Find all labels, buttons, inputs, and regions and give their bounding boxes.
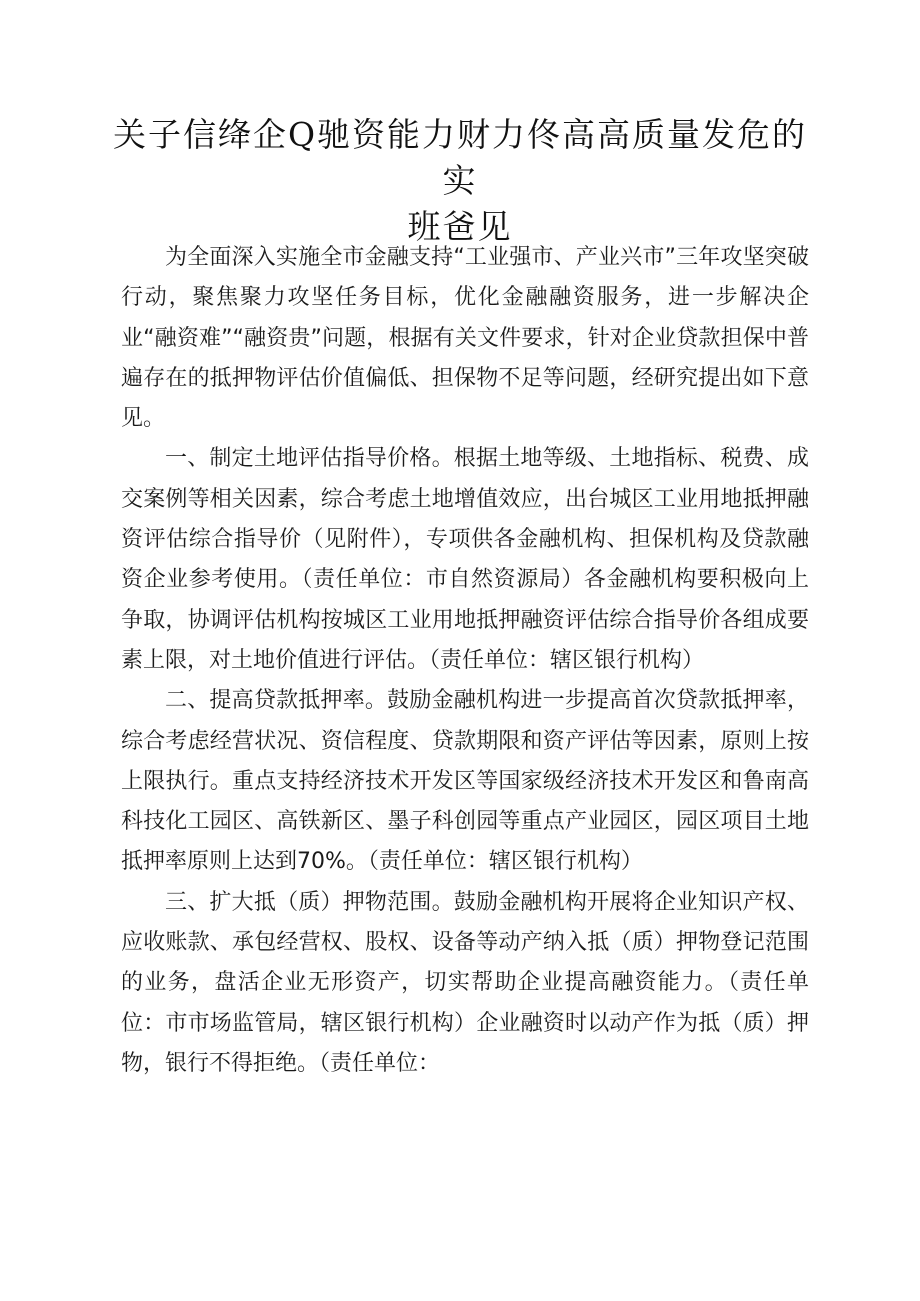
paragraph-intro: 为全面深入实施全市金融支持“工业强市、产业兴市”三年攻坚突破行动，聚焦聚力攻坚任务目标，优化金融融资服务，进一步解决企业“融资难”“融资贵”问题，根据有关文件要求，针对企业贷款担保中普遍存在的抵押物评估价值偏低、担保物不足等问题，经研究提出如下意见。 bbox=[121, 245, 809, 432]
paragraph-section-3: 三、扩大抵（质）押物范围。鼓励金融机构开展将企业知识产权、应收账款、承包经营权、股权、设备等动产纳入抵（质）押物登记范围的业务，盘活企业无形资产，切实帮助企业提高融资能力。（责任单位：市市场监管局，辖区银行机构）企业融资时以动产作为抵（质）押物，银行不得拒绝。（责任单位： bbox=[121, 889, 809, 1076]
title-line-2: 班爸见 bbox=[407, 207, 513, 246]
document-title bbox=[100, 112, 820, 250]
document-body bbox=[121, 238, 809, 1084]
title-line-1: 关子信绛企Q驰资能力财力佟高高质量发危的实 bbox=[112, 115, 808, 200]
paragraph-section-1: 一、制定土地评估指导价格。根据土地等级、土地指标、税费、成交案例等相关因素，综合考虑土地增值效应，出台城区工业用地抵押融资评估综合指导价（见附件），专项供各金融机构、担保机构及贷款融资企业参考使用。（责任单位：市自然资源局）各金融机构要积极向上争取，协调评估机构按城区工业用地抵押融资评估综合指导价各组成要素上限，对土地价值进行评估。（责任单位：辖区银行机构） bbox=[121, 446, 809, 673]
paragraph-section-2: 二、提高贷款抵押率。鼓励金融机构进一步提高首次贷款抵押率，综合考虑经营状况、资信程度、贷款期限和资产评估等因素，原则上按上限执行。重点支持经济技术开发区等国家级经济技术开发区和鲁南高科技化工园区、高铁新区、墨子科创园等重点产业园区，园区项目土地抵押率原则上达到70%。（责任单位：辖区银行机构） bbox=[121, 688, 809, 875]
